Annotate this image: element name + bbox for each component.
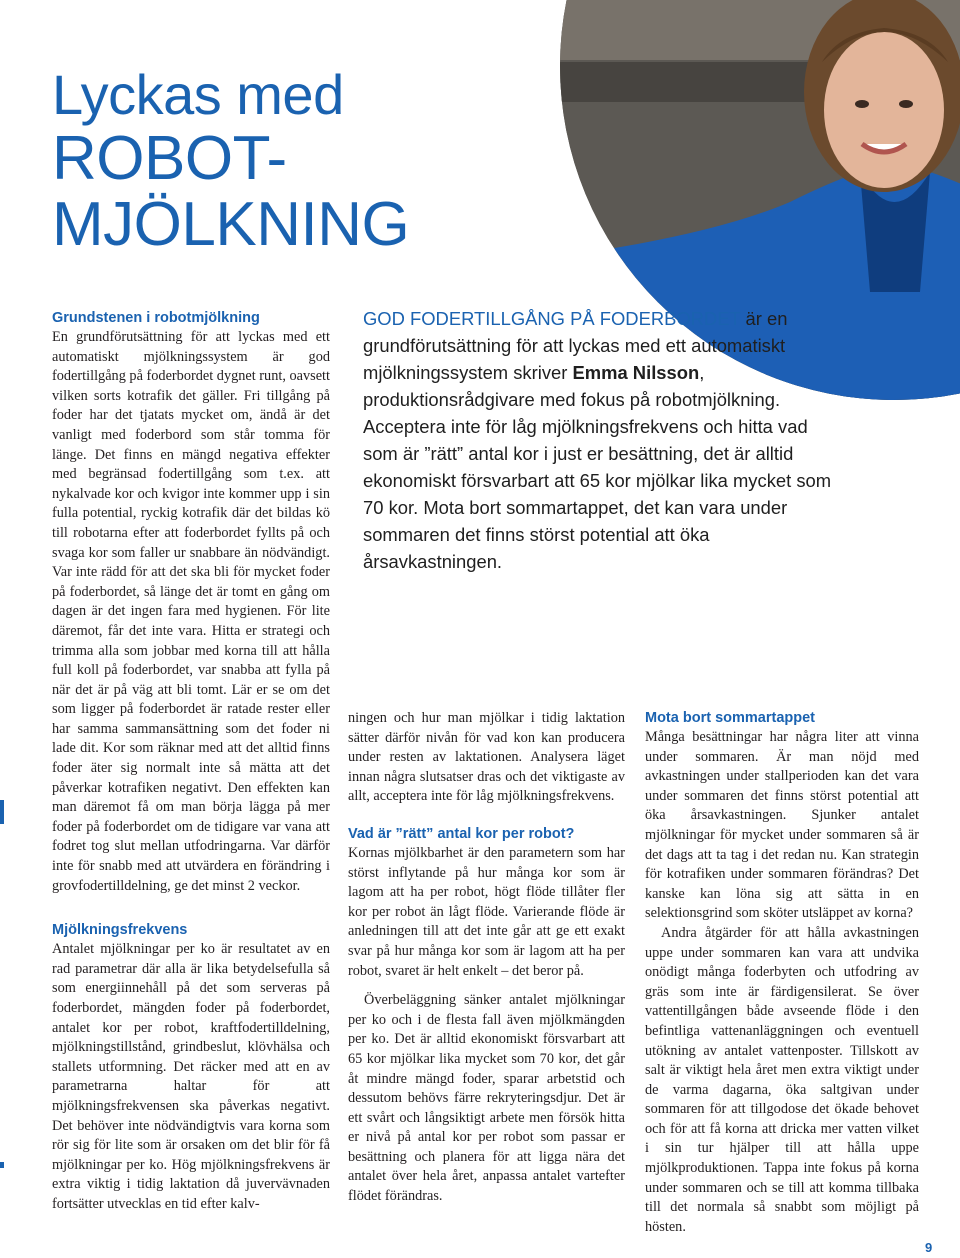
page-number: 9 bbox=[925, 1240, 933, 1255]
paragraph-mjolkbarhet: Kornas mjölkbarhet är den parametern som har störst inflytande på hur många kor som är lagom att ha per robot, högt flöde tillåter fler kor per robot än lågt flöde. Varierande flöde är anledningen till att det inte går att ge ett exakt svar på hur många kor som är lagom att ha per robot, svaret är helt enkelt – det beror på. bbox=[348, 844, 625, 979]
subheading-grundstenen: Grundstenen i robotmjölkning bbox=[52, 310, 260, 326]
subheading-mjolkningsfrekvens: Mjölkningsfrekvens bbox=[52, 922, 188, 939]
paragraph-continuation: ningen och hur man mjölkar i tidig laktation sätter därför nivån för vad kon kan producera under resten av laktationen. Analysera läget innan några slutsatser dras och det viktigaste av allt, acceptera inte för låg mjölkningsfrekvens. bbox=[348, 710, 625, 805]
headline-line-3: MJÖLKNING bbox=[52, 190, 410, 259]
paragraph-grundstenen: En grundförutsättning för att lyckas med ett automatiskt mjölkningssystem är god fodertillgång på foderbordet dygnet runt, oavsett vilken sorts kotrafik det gäller. Fri tillgång på foder har det tjatats mycket om, ändå är det vanligt med foderbord som står tomma för länge. Det finns en mängd negativa effekter med begränsad fodertillgång som t.ex. att nykalvade kor och kvigor inte kommer upp i sin fulla potential, ryckig kotrafik där det bildas kö till robotarna efter att foderbordet fyllts på och svaga kor som faller ur snabbare än nödvändigt. Var inte rädd för att det ska bli för mycket foder på foderbordet, så länge det är tomt en gång om dagen är det ingen fara med hygienen. För lite däremot, får det inte vara. Hitta er strategi och trimma alla som jobbar med korna till att hålla full koll på foderbordet, var snabba att fylla på när det är på väg att bli tomt. Lär er se om det som ligger på foderbordet är ratade rester eller har samma sammansättning som det foder ni lade dit. Kor som räknar med att det alltid finns foder äter sig normalt inte så mätta att det påverkar kotrafiken negativt. Den effekten kan man däremot få om man börja lägga på mer foder på foderbordet om de tidigare var vana att fodret tog slut mellan utfodringarna. Var därför inte för snabb med att utvärdera en förändring i grovfodertilldelning, ge det minst 2 veckor. bbox=[52, 329, 330, 894]
headline-line-2: ROBOT- bbox=[52, 124, 287, 193]
paragraph-andra-atgarder: Andra åtgärder för att hålla avkastningen uppe under sommaren kan vara att undvika onödigt många foderbyten och utfodring av gräs som inte är färdigensilerat. Se över vattentillgången både avseende flöde i den befintliga vattenanläggningen och eventuell utökning av antalet vattenposter. Tillskott av salt är viktigt hela året men extra viktigt under de varma dagarna, öka saltgivan under sommaren för att tillgodose det ökade behovet och för att få korna att dricka mer vatten vilket i sin tur hjälper till att hålla uppe mjölkproduktionen. Tappa inte fokus på korna under sommaren och se till att komma tillbaka till det normala så snabbt som möjligt på hösten. bbox=[645, 924, 919, 1235]
page-edge-mark bbox=[0, 800, 4, 824]
paragraph-overbelaggning: Överbeläggning sänker antalet mjölkningar per ko och i de flesta fall även mjölkmängden per ko. Det är alltid ekonomiskt försvarbart att 65 kor mjölkar lika mycket som 70 kor, det går åt mindre mängd foder, sparar arbetstid och dessutom behövs färre rekryteringsdjur. Det är ett svårt och långsiktigt arbete men försök hitta er nivå på antal kor per robot som passar er besättning och planera för att ligga nära det antalet över hela året, anpassa antalet vartefter flödet förändras. bbox=[348, 992, 625, 1205]
intro-lead-caps: GOD FODERTILLGÅNG PÅ FODERBORDET bbox=[363, 308, 741, 329]
intro-text-start: är en grundförutsättning för att lyckas med ett automatiskt mjölkningssystem skriver bbox=[363, 308, 788, 383]
body-column-1 bbox=[52, 309, 330, 1215]
subheading-sommartappet: Mota bort sommartappet bbox=[645, 710, 815, 726]
body-column-2 bbox=[348, 709, 625, 1207]
paragraph-sommartappet: Många besättningar har några liter att vinna under sommaren. Är man nöjd med avkastningen under stallperioden kan det vara under sommaren det finns störst potential att öka årsavkastningen. Sjunker antalet mjölkningar för mycket under sommaren så är det dags att ta tag i det redan nu. Kan strategin för kotrafiken under sommaren förändras? Det kanske kan löna sig att sätta in en selektionsgrind som sköter utsläppet av korna? bbox=[645, 729, 919, 922]
article-headline bbox=[52, 64, 409, 258]
intro-text-end: , produktionsrådgivare med fokus på robotmjölkning. Acceptera inte för låg mjölkningsfrekvens och hitta vad som är ”rätt” antal kor i just er besättning, det är alltid ekonomiskt försvarbart att 65 kor mjölkar lika mycket som 70 kor. Mota bort sommartappet, det kan vara under sommaren det finns störst potential att öka årsavkastningen. bbox=[363, 362, 832, 572]
subheading-ratt-antal-kor: Vad är ”rätt” antal kor per robot? bbox=[348, 825, 575, 842]
headline-line-1: Lyckas med bbox=[52, 63, 344, 126]
page-edge-mark-small bbox=[0, 1162, 4, 1168]
paragraph-mjolkningsfrekvens: Antalet mjölkningar per ko är resultatet av en rad parametrar där alla är lika betydelsefulla så som energiinnehåll på det som serveras på foderbordet, mängden foder på foderbordet, antalet kor per robot, kraftfodertilldelning, mjölkningstillstånd, grindbeslut, klövhälsa och stallets utformning. Det räcker med att en av parametrarna haltar för att mjölkningsfrekvensen ska påverkas negativt. Det behöver inte nödvändigtvis vara korna som rör sig för lite som är orsaken om det blir för få mjölkningar per ko. Hög mjölkningsfrekvens är extra viktig i tidig laktation då juvervävnaden fortsätter utvecklas en tid efter kalv- bbox=[52, 941, 330, 1212]
body-column-3 bbox=[645, 709, 919, 1237]
intro-lead-paragraph bbox=[363, 305, 833, 575]
author-name: Emma Nilsson bbox=[572, 362, 700, 383]
